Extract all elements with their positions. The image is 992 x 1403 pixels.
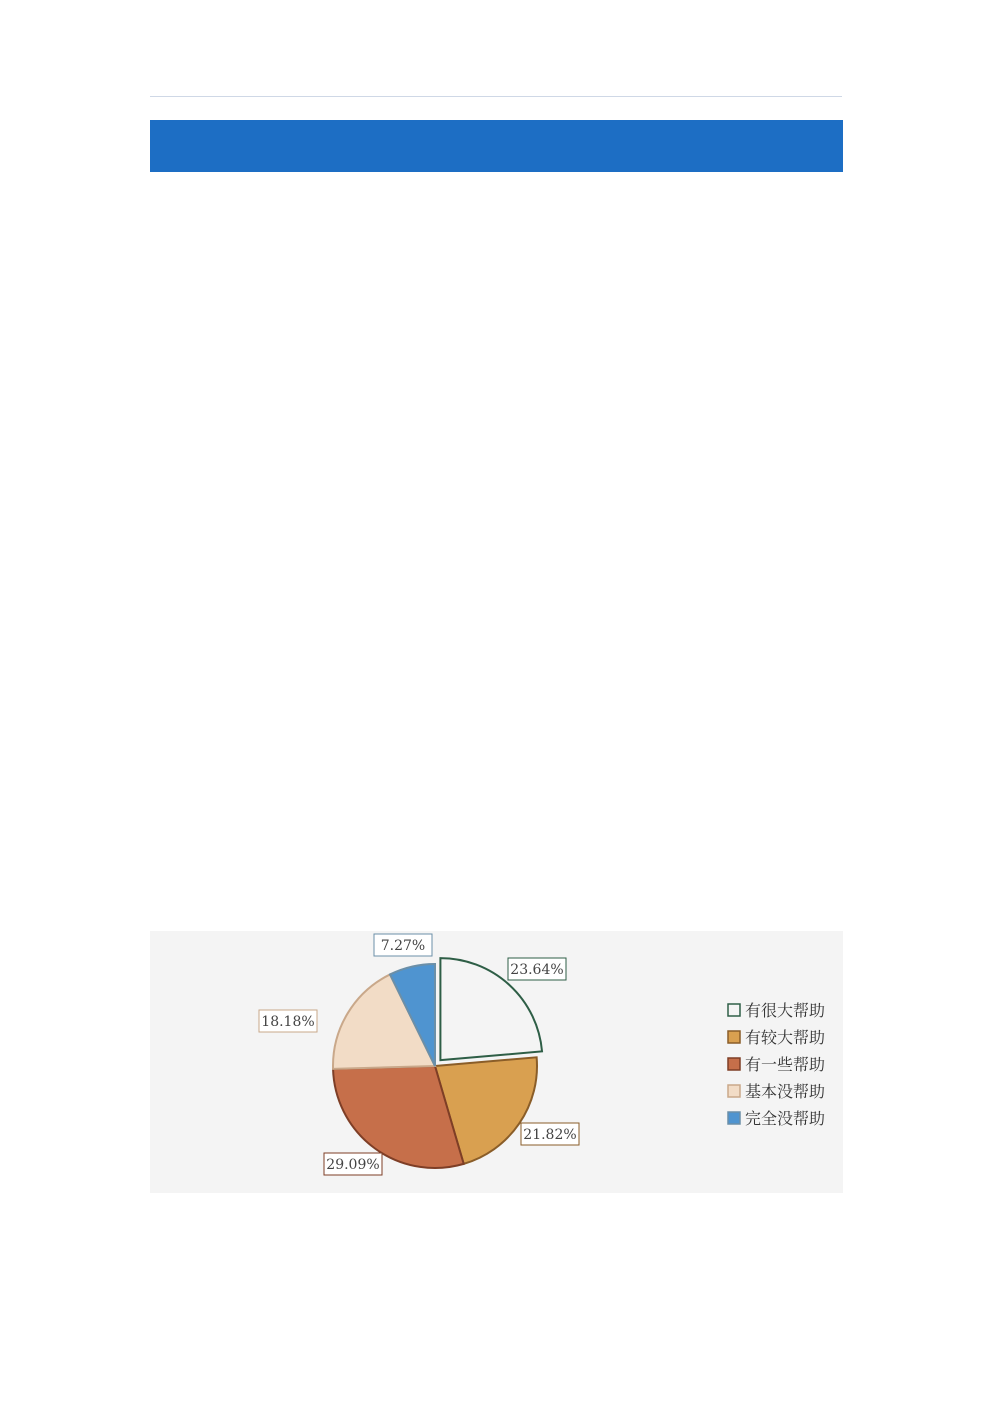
header-divider — [150, 96, 842, 97]
legend-swatch — [728, 1004, 740, 1016]
legend-swatch — [728, 1031, 740, 1043]
legend-swatch — [728, 1058, 740, 1070]
legend-label: 有较大帮助 — [745, 1028, 826, 1047]
legend-label: 完全没帮助 — [745, 1109, 826, 1128]
pie-data-label: 18.18% — [261, 1014, 315, 1030]
legend-swatch — [728, 1085, 740, 1097]
legend-swatch — [728, 1112, 740, 1124]
pie-data-label: 23.64% — [510, 962, 564, 978]
legend-label: 有一些帮助 — [745, 1055, 826, 1074]
pie-data-label: 29.09% — [326, 1157, 380, 1173]
pie-data-label: 7.27% — [380, 938, 426, 954]
bar-chart-entrepreneurship-types — [150, 470, 843, 780]
legend-label: 有很大帮助 — [745, 1001, 826, 1020]
pie-data-label: 21.82% — [523, 1127, 577, 1143]
legend-label: 基本没帮助 — [745, 1082, 826, 1101]
pie-chart-major-help — [150, 931, 843, 1193]
section-banner-title — [150, 120, 843, 172]
